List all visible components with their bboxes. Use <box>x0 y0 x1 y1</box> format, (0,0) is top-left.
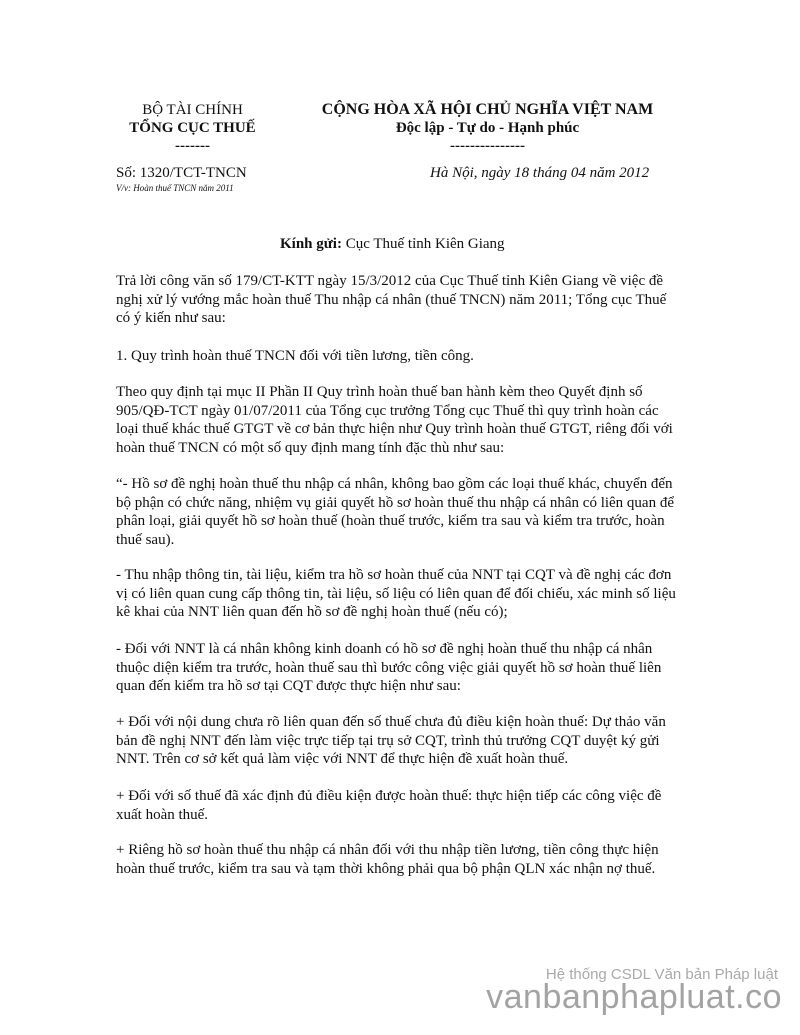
document-number: Số: 1320/TCT-TNCN <box>116 165 247 181</box>
issuer-block <box>105 101 280 155</box>
department-name: TỔNG CỤC THUẾ <box>129 120 256 136</box>
recipient-name: Cục Thuế tỉnh Kiên Giang <box>341 236 505 252</box>
country-name: CỘNG HÒA XÃ HỘI CHỦ NGHĨA VIỆT NAM <box>321 101 654 118</box>
left-divider: ------- <box>175 138 210 154</box>
body-paragraph: 1. Quy trình hoàn thuế TNCN đối với tiền lương, tiền công. <box>116 348 474 364</box>
body-paragraph: - Đối với NNT là cá nhân không kinh doanh có hồ sơ đề nghị hoàn thuế thu nhập cá nhân thuộc diện kiểm tra trước, hoàn thuế sau thì bước công việc giải quyết hồ sơ hoàn thuế liên quan đến kiểm tra hồ sơ tại CQT được thực hiện như sau: <box>116 641 662 694</box>
recipient-line <box>280 236 505 253</box>
body-paragraph: + Đối với số thuế đã xác định đủ điều kiện được hoàn thuế: thực hiện tiếp các công việc đề xuất hoàn thuế. <box>116 788 662 823</box>
body-paragraph: “- Hồ sơ đề nghị hoàn thuế thu nhập cá nhân, không bao gồm các loại thuế khác, chuyển đến bộ phận có chức năng, nhiệm vụ giải quyết hồ sơ hoàn thuế thu nhập cá nhân có liên quan để phân loại, giải quyết hồ sơ hoàn thuế (hoàn thuế trước, kiểm tra sau và kiểm tra trước, hoàn thuế sau). <box>116 476 674 548</box>
body-paragraph: Trả lời công văn số 179/CT-KTT ngày 15/3/2012 của Cục Thuế tỉnh Kiên Giang về việc đề nghị xử lý vướng mắc hoàn thuế Thu nhập cá nhân (thuế TNCN) năm 2011; Tổng cục Thuế có ý kiến như sau: <box>116 273 667 326</box>
right-divider: --------------- <box>450 138 525 154</box>
national-title-block <box>305 101 670 155</box>
body-paragraph: + Đối với nội dung chưa rõ liên quan đến số thuế chưa đủ điều kiện hoàn thuế: Dự thảo văn bản đề nghị NNT đến làm việc trực tiếp tại trụ sở CQT, trình thủ trưởng CQT duyệt ký gửi NNT. Trên cơ sở kết quả làm việc với NNT để thực hiện đề xuất hoàn thuế. <box>116 714 666 767</box>
watermark-caption: Hệ thống CSDL Văn bản Pháp luật <box>545 966 778 983</box>
national-motto: Độc lập - Tự do - Hạnh phúc <box>395 120 580 136</box>
recipient-label: Kính gửi: <box>280 236 342 252</box>
body-paragraph: + Riêng hồ sơ hoàn thuế thu nhập cá nhân đối với thu nhập tiền lương, tiền công thực hiện hoàn thuế trước, kiểm tra sau và tạm thời không phải qua bộ phận QLN xác nhận nợ thuế. <box>116 842 659 877</box>
ministry-name: BỘ TÀI CHÍNH <box>142 102 243 118</box>
body-paragraph: - Thu nhập thông tin, tài liệu, kiểm tra hồ sơ hoàn thuế của NNT tại CQT và đề nghị các đơn vị có liên quan cung cấp thông tin, tài liệu, số liệu có liên quan để đối chiếu, xác minh số liệu kê khai của NNT liên quan đến hồ sơ đề nghị hoàn thuế (nếu có); <box>116 567 676 620</box>
document-subject: V/v: Hoàn thuế TNCN năm 2011 <box>116 183 234 193</box>
document-date: Hà Nội, ngày 18 tháng 04 năm 2012 <box>430 165 650 181</box>
watermark-site: vanbanphapluat.co <box>486 978 782 1016</box>
body-paragraph: Theo quy định tại mục II Phần II Quy trình hoàn thuế ban hành kèm theo Quyết định số 905/QĐ-TCT ngày 01/07/2011 của Tổng cục trưởng Tổng cục Thuế thì quy trình hoàn các loại thuế khác thuế GTGT về cơ bản thực hiện như Quy trình hoàn thuế GTGT, riêng đối với hoàn thuế TNCN có một số quy định mang tính đặc thù như sau: <box>116 384 673 456</box>
